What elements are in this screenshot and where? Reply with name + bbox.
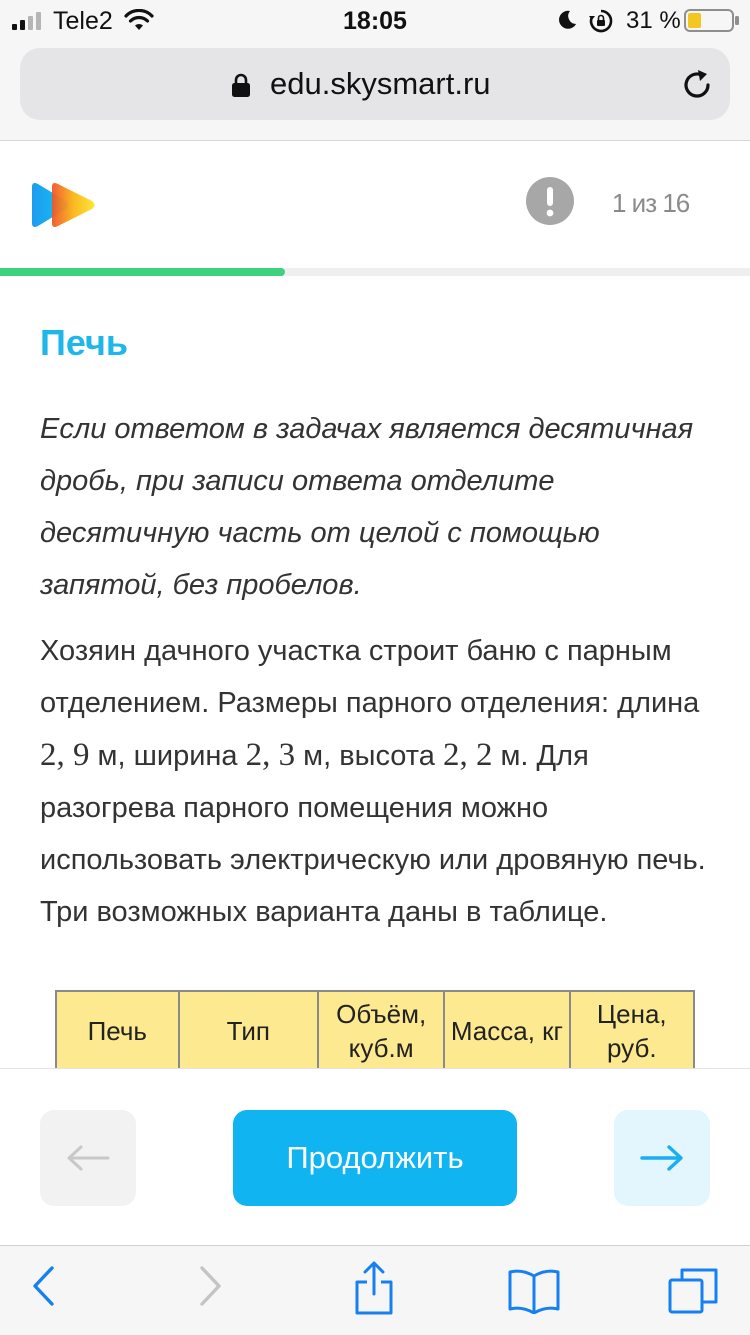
rotation-lock-icon bbox=[588, 8, 614, 34]
task-instruction: Если ответом в задачах является десятичная дробь, при записи ответа отделите десятичную часть от целой с помощью запятой, без пробелов. bbox=[40, 413, 694, 601]
battery-percentage: 31 % bbox=[626, 7, 681, 34]
table-header-cell: Масса, кг bbox=[444, 991, 569, 1068]
browser-forward-icon[interactable] bbox=[198, 1264, 224, 1308]
lesson-progress-fill bbox=[0, 268, 285, 276]
browser-address-area bbox=[0, 40, 750, 141]
tabs-icon[interactable] bbox=[668, 1266, 718, 1316]
do-not-disturb-moon-icon bbox=[556, 9, 578, 31]
room-length-value: 2, 9 bbox=[40, 737, 90, 773]
room-height-value: 2, 2 bbox=[442, 737, 493, 773]
battery-icon bbox=[684, 9, 740, 32]
skysmart-logo-icon[interactable] bbox=[30, 181, 98, 229]
browser-back-icon[interactable] bbox=[30, 1264, 56, 1308]
continue-button[interactable]: Продолжить bbox=[233, 1110, 517, 1206]
app-header bbox=[0, 141, 750, 269]
room-width-value: 2, 3 bbox=[245, 737, 296, 773]
status-bar bbox=[0, 0, 750, 40]
next-button[interactable] bbox=[614, 1110, 710, 1206]
problem-text-part: м. Для разогрева парного помещения можно использовать электрическую или дровяную печь. Три возможных варианта даны в таблице. bbox=[40, 740, 706, 928]
arrow-left-icon bbox=[66, 1144, 110, 1172]
table-header-cell: Печь bbox=[56, 991, 179, 1068]
task-title: Печь bbox=[40, 322, 129, 363]
problem-text-part: м, высота bbox=[295, 740, 443, 772]
table-header-cell: Тип bbox=[179, 991, 318, 1068]
previous-button[interactable] bbox=[40, 1110, 136, 1206]
arrow-right-icon bbox=[640, 1144, 684, 1172]
clock: 18:05 bbox=[343, 7, 407, 35]
table-header-cell: Цена, руб. bbox=[570, 991, 694, 1068]
problem-text-part: Хозяин дачного участка строит баню с парным отделением. Размеры парного отделения: длина bbox=[40, 635, 700, 719]
reload-icon[interactable] bbox=[680, 68, 714, 102]
step-counter: 1 из 16 bbox=[612, 188, 690, 218]
task-problem-text bbox=[40, 625, 720, 938]
carrier-name: Tele2 bbox=[53, 7, 113, 35]
address-bar[interactable] bbox=[20, 48, 730, 120]
stoves-table bbox=[55, 990, 695, 1068]
lesson-progress-bar bbox=[0, 268, 750, 276]
report-problem-icon[interactable] bbox=[525, 176, 575, 226]
table-header-row bbox=[56, 991, 694, 1068]
problem-text-part: м, ширина bbox=[89, 740, 246, 772]
lock-icon bbox=[232, 73, 250, 97]
url-text: edu.skysmart.ru bbox=[270, 66, 491, 101]
share-icon[interactable] bbox=[353, 1260, 395, 1316]
browser-toolbar bbox=[0, 1245, 750, 1335]
task-navigation-bar bbox=[0, 1068, 750, 1245]
bookmarks-icon[interactable] bbox=[507, 1268, 561, 1314]
table-header-cell: Объём, куб.м bbox=[318, 991, 444, 1068]
